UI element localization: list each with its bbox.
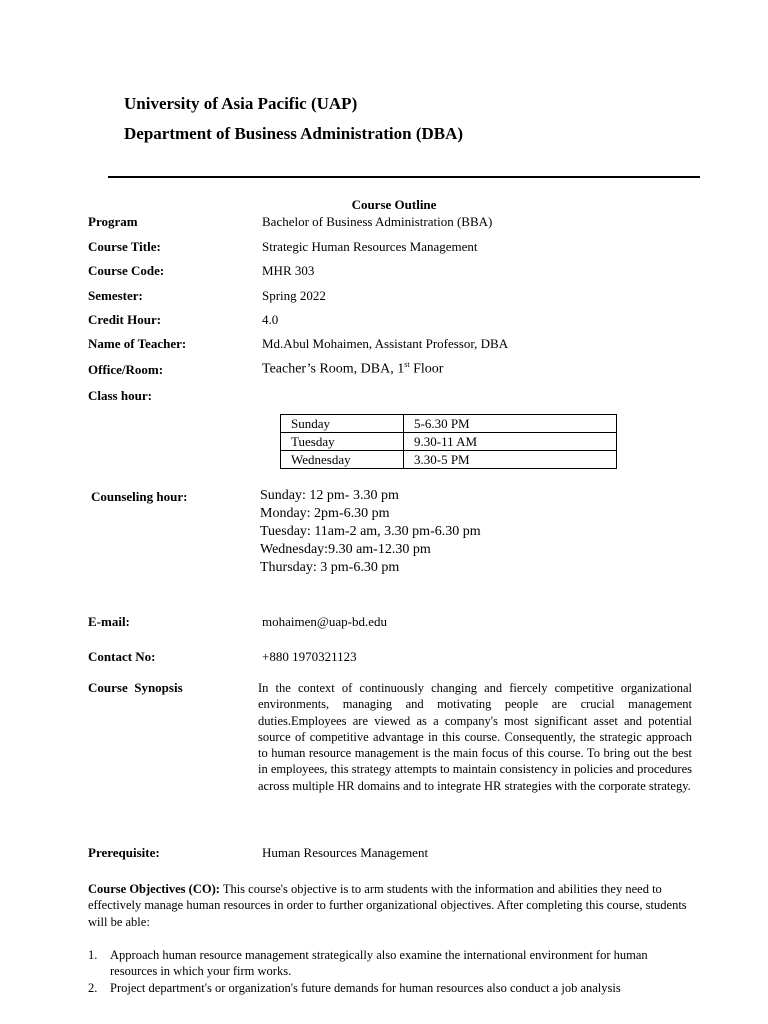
counseling-line: Sunday: 12 pm- 3.30 pm <box>260 488 399 503</box>
department-name: Department of Business Administration (DBA) <box>124 124 464 143</box>
objective-number: 2. <box>88 981 98 995</box>
office-label: Office/Room: <box>88 362 164 377</box>
objectives-text: This course's objective is to arm students with the information and abilities they need to effectively manage human resources in order to further organizational objectives. After completing this course, students will be able: <box>88 882 687 929</box>
header-divider <box>108 176 700 178</box>
course-title-value: Strategic Human Resources Management <box>262 239 478 254</box>
counseling-line: Monday: 2pm-6.30 pm <box>260 506 390 521</box>
objective-item: Project department's or organization's future demands for human resources also conduct a job analysis <box>110 981 621 995</box>
class-time: 3.30-5 PM <box>404 451 617 469</box>
counseling-line: Tuesday: 11am-2 am, 3.30 pm-6.30 pm <box>260 524 481 539</box>
prerequisite-value: Human Resources Management <box>262 845 429 860</box>
email-value: mohaimen@uap-bd.edu <box>262 614 387 629</box>
semester-value: Spring 2022 <box>262 288 326 303</box>
university-name: University of Asia Pacific (UAP) <box>124 94 358 113</box>
class-time: 9.30-11 AM <box>404 433 617 451</box>
counseling-hours <box>260 487 481 577</box>
objectives-paragraph <box>88 881 692 930</box>
class-time: 5-6.30 PM <box>404 415 617 433</box>
class-day: Tuesday <box>281 433 404 451</box>
course-code-label: Course Code: <box>88 263 165 278</box>
class-hour-label: Class hour: <box>88 388 152 403</box>
table-row <box>281 415 617 433</box>
class-day: Sunday <box>281 415 404 433</box>
objective-number: 1. <box>88 948 98 962</box>
table-row <box>281 433 617 451</box>
class-hours-table <box>280 414 617 469</box>
contact-value: +880 1970321123 <box>262 649 357 664</box>
email-label: E-mail: <box>88 614 130 629</box>
credit-hour-value: 4.0 <box>262 312 279 327</box>
prerequisite-label: Prerequisite: <box>88 845 160 860</box>
counseling-line: Thursday: 3 pm-6.30 pm <box>260 560 400 575</box>
teacher-label: Name of Teacher: <box>88 336 187 351</box>
counseling-label: Counseling hour: <box>91 489 188 504</box>
semester-label: Semester: <box>88 288 143 303</box>
contact-label: Contact No: <box>88 649 156 664</box>
course-title-label: Course Title: <box>88 239 161 254</box>
program-label: Program <box>88 214 138 229</box>
credit-hour-label: Credit Hour: <box>88 312 162 327</box>
synopsis-text: In the context of continuously changing and fiercely competitive organizational environments, managing and motivating people are crucial management duties.Employees are viewed as a company's most significant asset and potential source of competitive advantage in this course. Consequently, the strategic approach to human resource management is the main focus of this course. To bring out the best in employees, this strategy attempts to maintain consistency in policies and procedures across multiple HR domains and to integrate HR strategies with the corporate strategy. <box>258 681 692 793</box>
course-code-value: MHR 303 <box>262 263 315 278</box>
objectives-label: Course Objectives (CO): <box>88 882 220 896</box>
synopsis-label: Course Synopsis <box>88 680 183 695</box>
counseling-line: Wednesday:9.30 am-12.30 pm <box>260 542 431 557</box>
outline-title: Course Outline <box>351 197 437 212</box>
objective-item: Approach human resource management strategically also examine the international environment for human resources in which your firm works. <box>110 948 648 979</box>
table-row <box>281 451 617 469</box>
program-value: Bachelor of Business Administration (BBA) <box>262 214 493 229</box>
class-day: Wednesday <box>281 451 404 469</box>
teacher-value: Md.Abul Mohaimen, Assistant Professor, DBA <box>262 336 509 351</box>
office-value: Teacher’s Room, DBA, 1st Floor <box>262 360 444 377</box>
